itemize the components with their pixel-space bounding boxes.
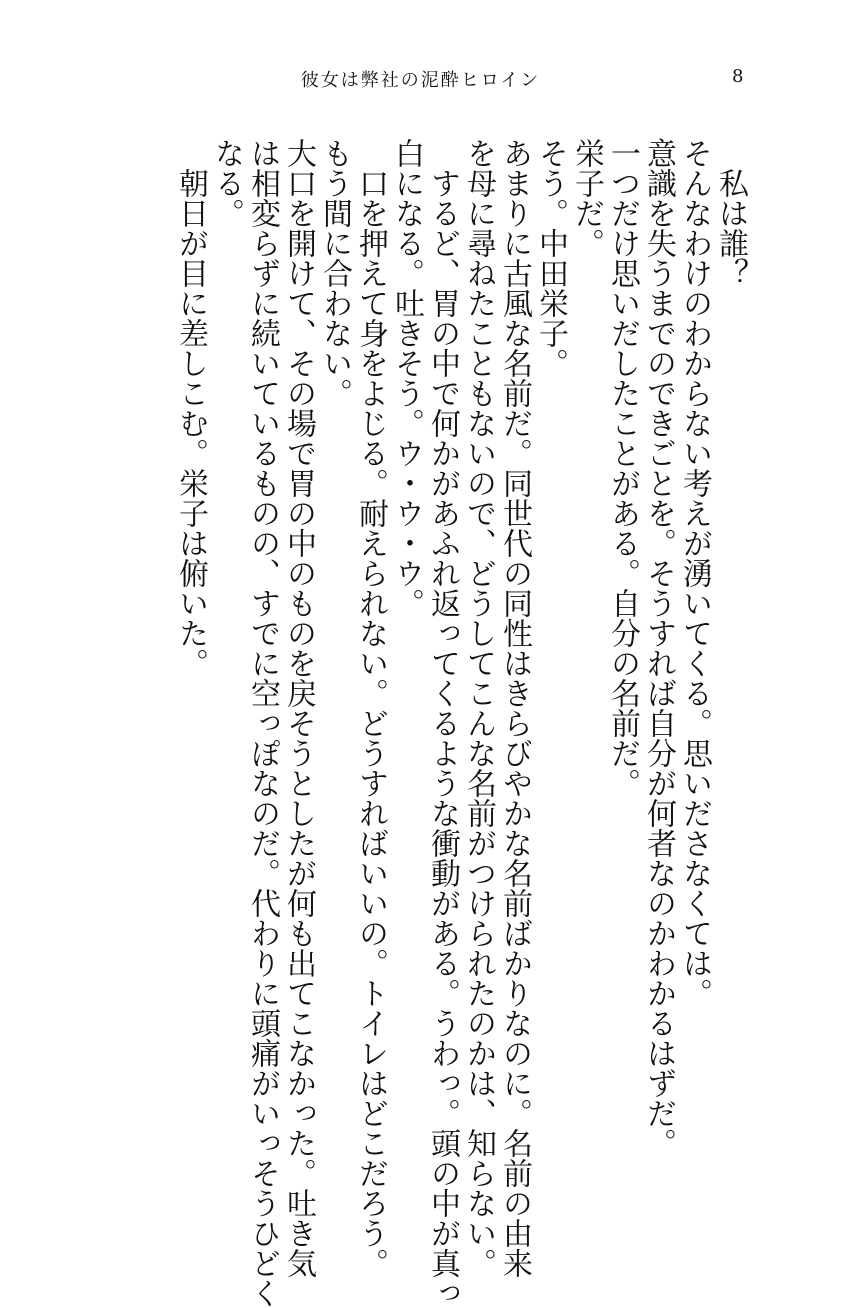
page-number: 8 bbox=[732, 66, 744, 87]
text-line: 一つだけ思いだしたことがある。自分の名前だ。 bbox=[605, 138, 640, 798]
text-line: そう。中田栄子。 bbox=[533, 138, 568, 378]
text-line: 意識を失うまでのできごとを。そうすれば自分が何者なのかわかるはずだ。 bbox=[641, 138, 676, 1158]
text-line: は相変らずに続いているものの、すでに空っぽなのだ。代わりに頭痛がいっそうひどく bbox=[245, 138, 280, 1308]
text-line: するど、胃の中で何かがあふれ返ってくるような衝動がある。うわっ。頭の中が真っ bbox=[425, 168, 460, 1308]
vertical-body-text bbox=[108, 138, 748, 1308]
text-line: あまりに古風な名前だ。同世代の同性はきらびやかな名前ばかりなのに。名前の由来 bbox=[497, 138, 532, 1278]
running-header-title: 彼女は弊社の泥酔ヒロイン bbox=[300, 70, 541, 91]
text-line: 口を押えて身をよじる。耐えられない。どうすればいいの。トイレはどこだろう。 bbox=[353, 168, 388, 1278]
text-line: 栄子だ。 bbox=[569, 138, 604, 258]
text-line: 朝日が目に差しこむ。栄子は俯いた。 bbox=[173, 168, 208, 678]
text-line: もう間に合わない。 bbox=[317, 138, 352, 408]
text-line: そんなわけのわからない考えが湧いてくる。思いださなくては。 bbox=[677, 138, 712, 1008]
text-line: 白になる。吐きそう。ウ・ウ・ウ。 bbox=[389, 138, 424, 618]
text-line: 私は誰？ bbox=[713, 168, 748, 288]
text-line: なる。 bbox=[209, 138, 244, 228]
text-line: 大口を開けて、その場で胃の中のものを戻そうとしたが何も出てこなかった。吐き気 bbox=[281, 138, 316, 1278]
text-line: を母に尋ねたこともないので、どうしてこんな名前がつけられたのかは、知らない。 bbox=[461, 138, 496, 1278]
